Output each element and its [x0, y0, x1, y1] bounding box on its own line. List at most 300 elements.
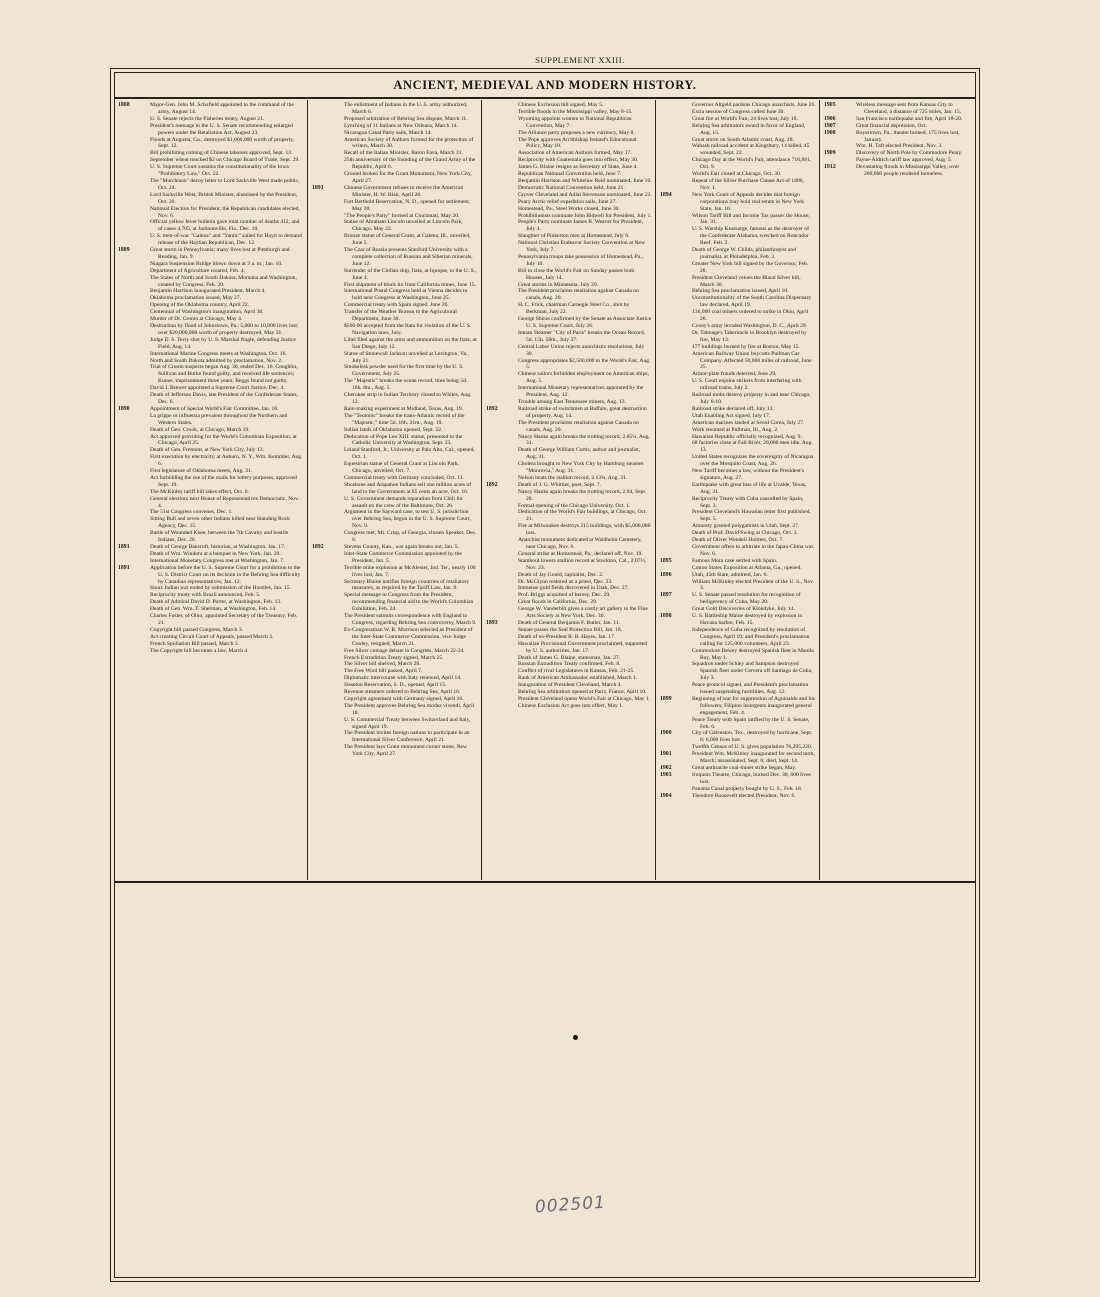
history-entry: [312, 655, 478, 662]
history-entry: [660, 323, 816, 330]
entry-year: [118, 454, 144, 468]
history-entry: [312, 668, 478, 675]
entry-year: [486, 661, 512, 668]
entry-year: [486, 206, 512, 213]
entry-text: The Pope approves Archbishop Ireland's Educational Policy, May 10.: [518, 136, 637, 150]
history-entry: [660, 482, 816, 496]
history-entry: [660, 592, 816, 606]
entry-year: [312, 309, 338, 323]
history-entry: [486, 116, 652, 130]
history-entry: [118, 641, 304, 648]
entry-year: [486, 523, 512, 537]
entry-text: Slaughter of Pinkerton men at Homestead, July 6.: [518, 233, 630, 240]
entry-text: U. S. men-of-war "Galena" and "Yantic" sailed for Hayti to demand release of the Haytian Republican, Dec. 12.: [150, 233, 302, 247]
entry-text: First execution by electricity, at Auburn, N. Y., Wm. Kemmler, Aug. 6.: [150, 454, 303, 468]
entry-year: [312, 102, 338, 116]
entry-year: [660, 413, 686, 420]
entry-text: Chinese sailors forbidden employment on American ships, Aug. 5.: [518, 371, 649, 385]
history-entry: [118, 275, 304, 289]
entry-text: President Wm. McKinley inaugurated for second term, March; assassinated, Sept. 6; died, Sept. 14.: [692, 751, 815, 765]
history-entry: [660, 178, 816, 192]
entry-year: [660, 420, 686, 427]
entry-text: Great storms in Minnesota, July 20.: [518, 281, 599, 288]
entry-year: [486, 579, 512, 586]
entry-year: [486, 627, 512, 634]
history-entry: [118, 434, 304, 448]
history-entry: [660, 565, 816, 572]
history-entry: [824, 130, 973, 144]
entry-text: Great storm on South Atlantic coast, Aug. 28.: [692, 136, 794, 143]
entry-year: [118, 150, 144, 157]
entry-text: Beginning of war for suppression of Aguinaldo and his followers; Filipino insurgents inaugurated general engagement, Feb. 4.: [692, 695, 816, 716]
entry-year: [312, 447, 338, 461]
entry-year: [486, 171, 512, 178]
entry-year: [486, 606, 512, 620]
entry-text: Death of George W. Childs, philanthropist and journalist, at Philadelphia, Feb. 3.: [692, 247, 796, 260]
entry-text: Dr. McGlynn restored as a priest, Dec. 23.: [518, 578, 613, 585]
history-entry: [486, 627, 652, 634]
entry-text: The "Teutonic" breaks the trans-Atlantic record of the "Majestic," time 5d. 16h. 31m., Aug. 19.: [344, 412, 465, 426]
supplement-heading: SUPPLEMENT XXIII.: [535, 55, 625, 65]
entry-year: [486, 551, 512, 558]
history-entry: [118, 413, 304, 427]
history-entry: [118, 558, 304, 565]
history-entry: [118, 178, 304, 192]
entry-year: [660, 344, 686, 351]
entry-year: [312, 661, 338, 668]
history-entry: [486, 572, 652, 579]
entry-year: [660, 523, 686, 530]
entry-year: [486, 102, 512, 109]
entry-text: Act approved providing for the World's Columbian Exposition, at Chicago, April 25.: [150, 433, 297, 447]
history-entry: [486, 689, 652, 696]
entry-text: The President proclaims retaliation against Canada on canals, Aug. 20.: [518, 419, 639, 433]
entry-text: Nicaragua Canal Party sails, March 14.: [344, 129, 432, 136]
history-entry: [118, 364, 304, 385]
entry-year: [486, 254, 512, 268]
entry-year: [312, 675, 338, 682]
history-column-1: [114, 100, 308, 880]
handwritten-inventory-number: 002501: [534, 1192, 607, 1218]
entry-year: [660, 323, 686, 330]
entry-text: Congress met; Mr. Crisp, of Georgia, chosen Speaker, Dec. 8.: [344, 530, 477, 544]
entry-year: [312, 565, 338, 579]
entry-text: The enlistment of Indians in the U. S. army authorized, March 6.: [344, 102, 468, 115]
entry-year: [312, 427, 338, 434]
history-entry: [312, 565, 478, 579]
history-entry: [486, 358, 652, 372]
entry-text: Behring Sea arbitration opened at Paris, France, April 10.: [518, 689, 647, 696]
entry-year: [118, 206, 144, 220]
history-entry: [486, 620, 652, 627]
history-entry: [312, 544, 478, 551]
entry-text: Chinese Exclusion bill signed, May 5.: [518, 102, 604, 108]
entry-text: Central Labor Union rejects anarchistic resolutions, July 30.: [518, 343, 645, 357]
history-entry: [824, 102, 973, 116]
history-entry: [660, 648, 816, 662]
entry-year: [660, 178, 686, 192]
history-entry: [660, 171, 816, 178]
center-dot-mark: [573, 1035, 578, 1040]
history-entry: [660, 213, 816, 227]
history-entry: [660, 613, 816, 627]
entry-text: Bill to close the World's Fair on Sunday passes both Houses, July 14.: [518, 267, 635, 281]
history-entry: [486, 641, 652, 655]
entry-year: [660, 143, 686, 157]
entry-year: [118, 178, 144, 192]
history-entry: [312, 717, 478, 731]
history-entry: [118, 192, 304, 206]
entry-year: [486, 585, 512, 592]
entry-year: [486, 682, 512, 689]
entry-text: Death of George William Curtis, author and journalist, Aug. 31.: [518, 447, 641, 461]
entry-year: [660, 213, 686, 227]
entry-text: Cotton States Exposition at Atlanta, Ga., opened.: [692, 564, 802, 571]
entry-text: New York Court of Appeals decides that foreign corporations may hold real estate in New York State, Jan. 16.: [692, 191, 805, 212]
entry-text: United States recognizes the sovereignty of Nicaragua over the Mosquito Coast, Aug. 26.: [692, 454, 814, 468]
entry-year: [486, 233, 512, 240]
history-entry: [486, 137, 652, 151]
entry-text: Dr. Talmage's Tabernacle in Brooklyn destroyed by fire, May 13.: [692, 329, 807, 343]
history-entry: [312, 661, 478, 668]
entry-text: The 51st Congress convenes, Dec. 1.: [150, 509, 233, 516]
entry-text: Opening of the Oklahoma country, April 22.: [150, 302, 250, 309]
history-entry: [486, 206, 652, 213]
entry-year: [312, 337, 338, 351]
history-entry: [660, 344, 816, 351]
entry-year: [118, 516, 144, 530]
history-entry: [312, 219, 478, 233]
history-entry: [312, 482, 478, 496]
history-entry: [660, 427, 816, 434]
entry-year: [486, 213, 512, 220]
entry-text: Sioux Indian war ended by submission of the Hostiles, Jan. 15.: [150, 585, 291, 592]
entry-text: President Cleveland opens World's Fair at Chicago, May 1.: [518, 695, 651, 702]
entry-text: U. S. Senate passed resolution for recognition of belligerency of Cuba, May 20.: [692, 592, 801, 606]
history-entry: [312, 406, 478, 413]
entry-text: Department of Agriculture created, Feb. 4.: [150, 267, 246, 274]
entry-text: Great financial depression, Oct.: [856, 122, 927, 129]
entry-text: Death of James G. Blaine, statesman, Jan. 27.: [518, 654, 621, 661]
entry-year: [118, 530, 144, 544]
history-entry: [486, 316, 652, 330]
history-entry: [118, 116, 304, 123]
history-entry: [312, 675, 478, 682]
entry-text: Chinese Exclusion Act goes into effect, May 1.: [518, 702, 624, 709]
history-entry: [486, 192, 652, 199]
history-entry: [312, 282, 478, 289]
history-entry: [118, 565, 304, 586]
history-entry: [660, 454, 816, 468]
entry-text: 25th anniversary of the founding of the Grand Army of the Republic, April 6.: [344, 157, 476, 171]
entry-text: Immense gold fields discovered in Utah, Dec. 27.: [518, 585, 629, 592]
history-entry: [486, 551, 652, 558]
entry-text: President Cleveland vetoes the Bland Silver bill, March 30.: [692, 274, 801, 288]
entry-year: [486, 420, 512, 434]
history-entry: [486, 219, 652, 233]
entry-text: Death of Gen. Crook, at Chicago, March 19.: [150, 426, 250, 433]
entry-text: Stamboul lowers stallion record at Stockton, Cal., 2.07½, Nov. 23.: [518, 557, 647, 571]
entry-year: [312, 509, 338, 530]
entry-text: Great storm in Pennsylvania; many lives lost at Pittsburgh and Reading, Jan. 9.: [150, 247, 290, 260]
entry-year: [312, 689, 338, 696]
entry-text: Reciprocity treaty with Brazil announced, Feb. 5.: [150, 592, 261, 599]
entry-year: [118, 509, 144, 516]
history-entry: [312, 447, 478, 461]
history-entry: [486, 178, 652, 185]
history-entry: [118, 392, 304, 406]
entry-text: Floods at Augusta, Ga., destroyed $1,000,000 worth of property, Sept. 12.: [150, 136, 295, 150]
history-entry: [118, 123, 304, 137]
entry-text: Death of Jefferson Davis, late President of the Confederate States, Dec. 6.: [150, 392, 298, 405]
entry-text: Congress appropriates $2,500,000 to the World's Fair, Aug. 5.: [518, 357, 651, 371]
entry-year: [660, 717, 686, 731]
entry-year: [118, 392, 144, 406]
history-entry: [312, 509, 478, 530]
history-entry: [486, 523, 652, 537]
history-entry: [312, 579, 478, 593]
entry-text: American Society of Authors formed for the protection of writers, March 30.: [344, 136, 474, 150]
entry-year: [312, 717, 338, 731]
entry-year: [660, 116, 686, 123]
entry-text: Secretary Blaine notifies foreign countries of retaliatory measures, as required by the Tariff Law, Jan. 8.: [344, 578, 470, 592]
entry-year: 1907: [824, 122, 836, 129]
entry-year: [486, 655, 512, 662]
history-entry: [118, 585, 304, 592]
history-entry: [660, 102, 816, 109]
history-entry: [660, 558, 816, 565]
entry-year: [660, 123, 686, 137]
history-column-3: [482, 100, 656, 880]
entry-year: [312, 392, 338, 406]
history-entry: [312, 592, 478, 613]
entry-year: [660, 295, 686, 309]
history-entry: [486, 599, 652, 606]
entry-text: Inauguration of President Cleveland, March 4.: [518, 682, 622, 689]
entry-year: [312, 130, 338, 137]
history-entry: [118, 206, 304, 220]
entry-year: [486, 302, 512, 316]
entry-year: [312, 247, 338, 268]
history-entry: [486, 703, 652, 710]
history-entry: [118, 496, 304, 510]
history-entry: [312, 696, 478, 703]
entry-text: Appointment of Special World's Fair Committee, Jan. 18.: [150, 405, 279, 412]
entry-text: Anarchist monument dedicated at Waldheim Cemetery, near Chicago, Nov. 6.: [518, 537, 642, 550]
history-entry: [660, 606, 816, 613]
entry-text: Death of J. G. Whittier, poet, Sept. 7.: [518, 481, 602, 488]
entry-text: Oklahoma proclamation issued, May 27.: [150, 295, 242, 302]
entry-text: The Czar of Russia presents Stanford University with a complete collection of Russian and Siberian minerals, June 12.: [344, 247, 473, 267]
entry-text: International Postal Congress held at Vienna decides to hold next Congress at Washington, June 25.: [344, 288, 468, 302]
history-entry: [660, 786, 816, 793]
entry-text: City of Galveston, Tex., destroyed by hurricane, Sept. 8; 6,000 lives lost.: [692, 730, 813, 744]
entry-year: [312, 406, 338, 413]
entry-year: [312, 378, 338, 392]
entry-text: Lord Sackville West, British Minister, dismissed by the President, Oct. 20.: [150, 191, 298, 205]
entry-year: [118, 337, 144, 351]
entry-text: 177 buildings burned by fire at Boston, May 15.: [692, 343, 800, 350]
entry-text: Leland Stanford, Jr., University at Palo Alto, Cal., opened, Oct. 1.: [344, 447, 475, 461]
history-entry: [312, 496, 478, 510]
entry-text: Great floods in California, Dec. 29.: [518, 599, 598, 606]
entry-text: Benjamin Harrison inaugurated President, March 4.: [150, 288, 266, 295]
history-entry: [312, 364, 478, 378]
entry-text: Copyright agreement with Germany signed, April 16.: [344, 695, 464, 702]
history-entry: [118, 509, 304, 516]
entry-year: [312, 461, 338, 475]
entry-text: Wilson Tariff Bill and Income Tax passes the House, Jan. 31.: [692, 212, 810, 226]
entry-year: [312, 171, 338, 185]
history-entry: [312, 703, 478, 717]
history-entry: [312, 116, 478, 123]
entry-text: Revenue steamers ordered to Behring Sea, April 16.: [344, 689, 461, 696]
entry-text: National Election for President; the Republican candidates elected, Nov. 6.: [150, 205, 300, 219]
history-entry: [660, 157, 816, 171]
entry-year: [486, 185, 512, 192]
entry-text: U. S. Warship Kearsarge, famous as the destroyer of the Confederate Alabama, wrecked on Roncador Reef, Feb. 2.: [692, 226, 809, 247]
entry-year: [660, 509, 686, 523]
entry-text: Peace Treaty with Spain ratified by the U. S. Senate, Feb. 6.: [692, 716, 810, 730]
history-entry: [312, 309, 478, 323]
entry-text: Repeal of the Silver Purchase Clause Act of 1890, Nov. 1.: [692, 177, 805, 191]
entry-text: The Alliance party proposes a new currency, May 8.: [518, 129, 635, 136]
history-entry: [486, 461, 652, 475]
entry-year: 1901: [660, 751, 672, 758]
entry-year: [312, 268, 338, 282]
entry-text: Theodore Roosevelt elected President, Nov. 6.: [692, 792, 796, 799]
history-entry: [118, 247, 304, 261]
entry-year: [118, 309, 144, 316]
history-entry: [312, 185, 478, 199]
entry-text: U. S. Government demands reparation from Chili for assault on the crew of the Baltimore, Oct. 26.: [344, 495, 463, 509]
history-entry: [312, 137, 478, 151]
history-entry: [118, 427, 304, 434]
entry-year: [312, 627, 338, 648]
history-entry: [486, 537, 652, 551]
entry-text: Act forbidding the use of the mails for lottery purposes, approved Sept. 19.: [150, 474, 297, 488]
entry-text: Niagara Suspension Bridge blown down at 3 a. m., Jan. 10.: [150, 260, 283, 267]
history-entry: [312, 337, 478, 351]
entry-text: David J. Brewer appointed a Supreme Court Justice, Dec. 4.: [150, 385, 285, 392]
history-entry: [486, 185, 652, 192]
history-entry: [660, 261, 816, 275]
history-entry: [312, 123, 478, 130]
entry-year: [660, 627, 686, 648]
history-entry: [660, 793, 816, 800]
entry-text: 68 factories close at Fall River, 20,000 men idle, Aug. 13.: [692, 440, 813, 454]
history-entry: [660, 226, 816, 247]
entry-year: [118, 606, 144, 613]
entry-text: The President approves Behring Sea modus vivendi, April 18.: [344, 702, 475, 716]
entry-year: [118, 219, 144, 233]
entry-text: Nelson beats the stallion record, 2.13¾, Aug. 31.: [518, 474, 628, 481]
history-entry: [486, 102, 652, 109]
entry-text: Inman Steamer "City of Paris" breaks the Ocean Record, 5d. 15h. 58m., July 27.: [518, 329, 646, 343]
entry-year: [660, 454, 686, 468]
entry-year: 1889: [118, 247, 130, 254]
entry-year: [660, 309, 686, 323]
entry-text: Peace protocol signed, and President's proclamation issued suspending hostilities, Aug. 12.: [692, 682, 809, 696]
history-entry: [312, 130, 478, 137]
entry-text: Formal opening of the Chicago University, Oct. 1.: [518, 502, 631, 509]
entry-text: Libel filed against the arms and ammunition on the Itata, at San Diego, July 12.: [344, 336, 477, 350]
page-title: ANCIENT, MEDIEVAL AND MODERN HISTORY.: [114, 72, 976, 99]
entry-year: [486, 130, 512, 137]
entry-text: Surrender of the Chilian ship, Itata, at Iquique, to the U. S., June 4.: [344, 267, 477, 281]
entry-year: [486, 641, 512, 655]
entry-year: 1909: [824, 150, 836, 157]
entry-text: Terrible mine explosion at McAlester, Ind. Ter., nearly 100 lives lost, Jan. 7.: [344, 564, 476, 578]
entry-text: Chinese Government refuses to receive the American Minister, H. W. Blair, April 28.: [344, 184, 464, 198]
history-entry: [312, 268, 478, 282]
entry-year: [118, 641, 144, 648]
history-entry: [660, 116, 816, 123]
entry-text: H. C. Frick, chairman Carnegie Steel Co., shot by Berkman, July 22.: [518, 302, 630, 316]
history-entry: [118, 351, 304, 358]
history-entry: [118, 137, 304, 151]
entry-text: Pennsylvania troops take possession of Homestead, Pa., July 10.: [518, 253, 644, 267]
entry-text: Prof. Briggs acquitted of heresy, Dec. 29.: [518, 592, 611, 599]
history-entry: [824, 123, 973, 130]
entry-text: Nancy Hanks again breaks the trotting record, 2.04, Sept. 28.: [518, 488, 647, 502]
history-entry: [824, 116, 973, 123]
entry-year: 1908: [824, 129, 836, 136]
history-entry: [118, 406, 304, 413]
history-entry: [486, 199, 652, 206]
entry-text: Rain-making experiment at Midland, Texas, Aug. 19.: [344, 405, 464, 412]
entry-year: [312, 123, 338, 130]
entry-text: Republican National Convention held, June 7.: [518, 171, 622, 178]
entry-year: [312, 116, 338, 123]
entry-year: 1903: [660, 771, 672, 778]
history-entry: [486, 489, 652, 503]
history-entry: [312, 288, 478, 302]
entry-text: Destruction by flood of Johnstown, Pa.; 5,000 to 10,000 lives lost; over $20,000,000 worth of property destroyed, May 31.: [150, 323, 299, 336]
entry-year: [486, 288, 512, 302]
entry-year: [118, 268, 144, 275]
entry-text: Commercial treaty with Germany concluded, Oct. 11.: [344, 474, 465, 481]
history-entry: [660, 351, 816, 372]
history-entry: [118, 551, 304, 558]
entry-year: 1905: [824, 102, 836, 108]
history-entry: [486, 447, 652, 461]
entry-text: Greater New York bill signed by the Governor, Feb. 28.: [692, 260, 809, 274]
entry-year: 1899: [660, 695, 672, 702]
entry-text: The McKinley tariff bill takes effect, Oct. 6.: [150, 488, 249, 495]
entry-text: Great Gold Discoveries of Klondyke, July 14.: [692, 606, 795, 613]
entry-year: 1906: [824, 115, 836, 122]
entry-year: 1893: [486, 619, 498, 626]
entry-text: French Spoliation Bill passed, March 3.: [150, 640, 240, 647]
history-entry: [660, 627, 816, 648]
history-entry: [312, 613, 478, 627]
entry-year: [486, 461, 512, 475]
entry-year: [486, 109, 512, 116]
entry-year: [660, 682, 686, 696]
history-entry: [312, 682, 478, 689]
entry-text: Fort Berthold Reservation, N. D., opened for settlement, May 20.: [344, 198, 471, 212]
entry-text: Charles Foster, of Ohio, appointed Secretary of the Treasury, Feb. 21.: [150, 613, 298, 626]
history-entry: [486, 164, 652, 171]
history-entry: [486, 302, 652, 316]
entry-text: Judge D. S. Terry shot by U. S. Marshal Nagle, defending Justice Field, Aug. 14.: [150, 336, 296, 350]
entry-year: [486, 282, 512, 289]
entry-year: [118, 592, 144, 599]
entry-year: [486, 192, 512, 199]
entry-text: President's message to the U. S. Senate recommending enlarged powers under the Retaliation Act, August 23.: [150, 122, 293, 136]
entry-year: [486, 503, 512, 510]
